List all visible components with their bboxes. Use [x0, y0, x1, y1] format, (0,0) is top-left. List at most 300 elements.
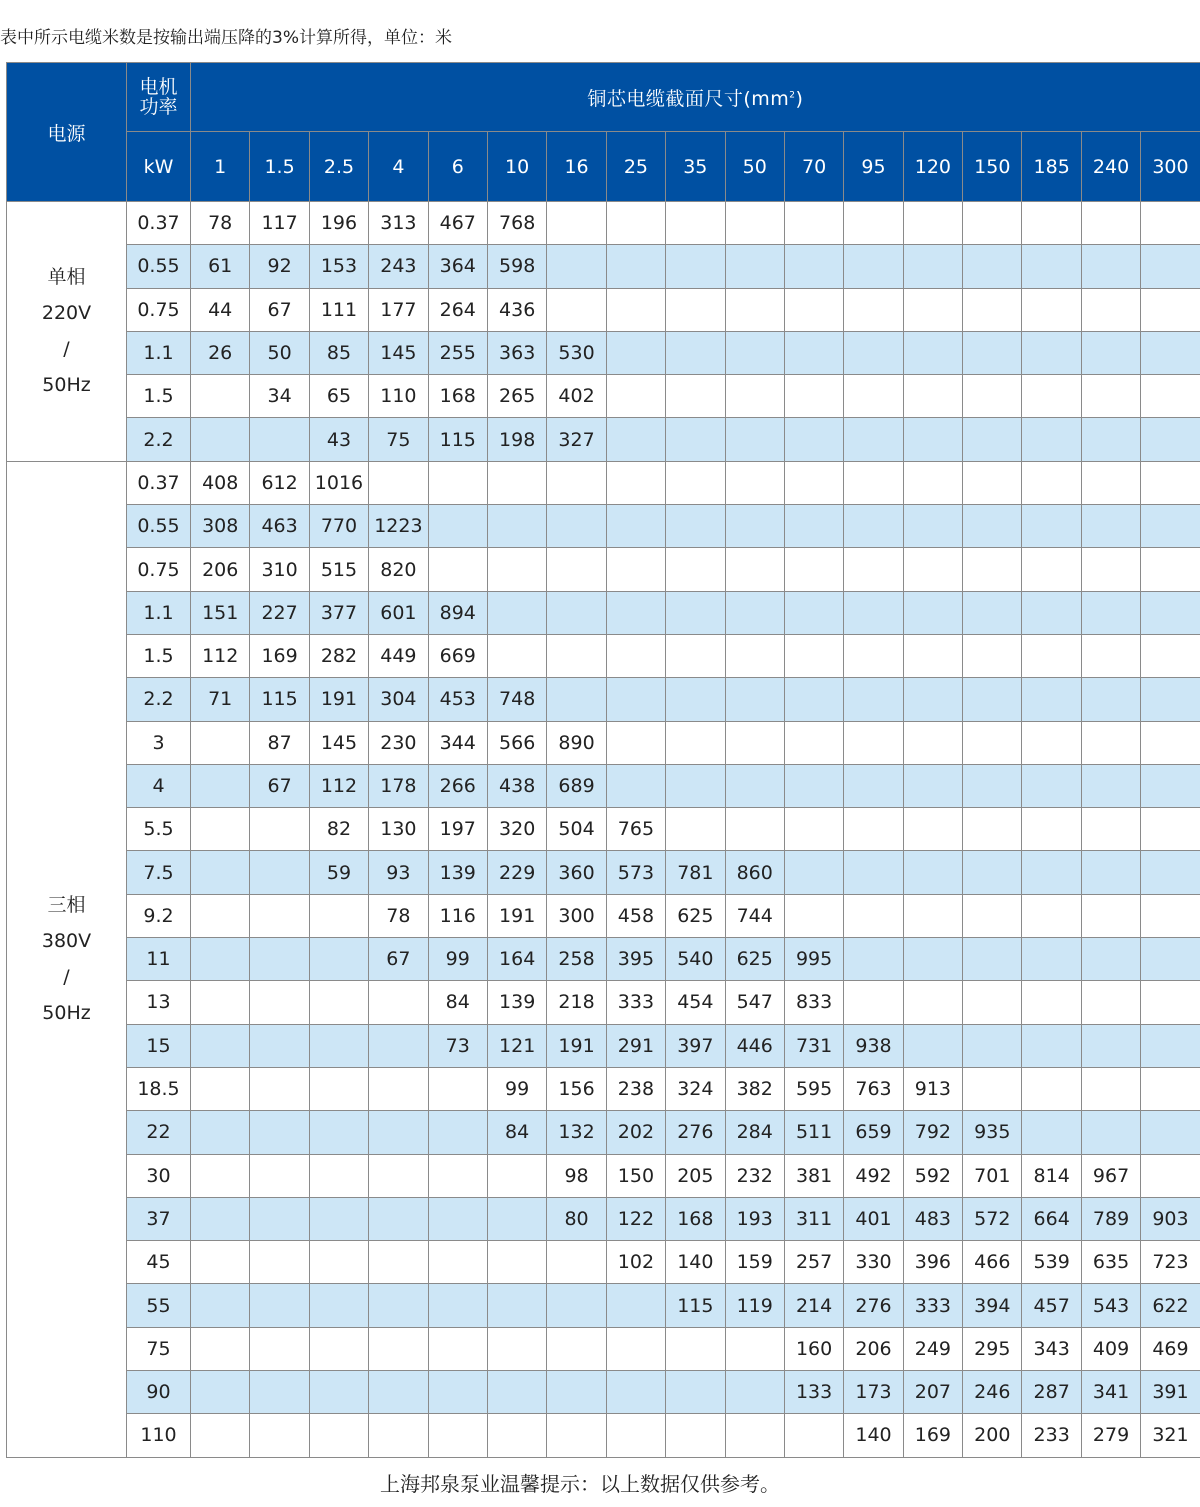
cable-length-cell: 394	[963, 1284, 1022, 1327]
cable-length-cell: 860	[725, 851, 784, 894]
cable-length-cell	[1141, 721, 1200, 764]
cable-length-cell: 333	[606, 981, 665, 1024]
cable-length-cell: 67	[369, 938, 428, 981]
cable-length-cell	[250, 1067, 309, 1110]
cable-length-cell: 218	[547, 981, 606, 1024]
table-row	[7, 981, 1200, 1024]
cable-length-cell: 246	[963, 1371, 1022, 1414]
motor-power-cell: 9.2	[127, 894, 191, 937]
cable-length-cell: 191	[487, 894, 546, 937]
cable-length-cell	[784, 202, 843, 245]
cable-length-cell: 731	[784, 1024, 843, 1067]
cable-length-cell: 382	[725, 1067, 784, 1110]
cable-length-cell	[963, 245, 1022, 288]
cable-length-cell: 112	[309, 764, 368, 807]
header-kw-unit: kW	[127, 132, 191, 202]
cable-length-cell	[309, 1154, 368, 1197]
table-row	[7, 1067, 1200, 1110]
cable-length-cell: 233	[1022, 1414, 1081, 1457]
cable-length-cell	[191, 1284, 250, 1327]
cable-length-cell	[725, 1414, 784, 1457]
cable-length-cell	[963, 375, 1022, 418]
table-row	[7, 1154, 1200, 1197]
cable-length-cell	[844, 808, 903, 851]
cable-length-cell: 395	[606, 938, 665, 981]
cable-length-cell: 102	[606, 1241, 665, 1284]
cable-length-cell	[487, 591, 546, 634]
cable-length-cell: 265	[487, 375, 546, 418]
table-row	[7, 245, 1200, 288]
motor-power-cell: 0.55	[127, 245, 191, 288]
cable-length-cell	[666, 721, 725, 764]
cable-length-cell: 360	[547, 851, 606, 894]
cable-length-cell	[1022, 418, 1081, 461]
header-motor-power-line1: 电机	[139, 76, 178, 98]
header-cable-size-text: 铜芯电缆截面尺寸(mm	[587, 87, 790, 110]
cable-length-cell	[487, 505, 546, 548]
cable-length-cell	[487, 1154, 546, 1197]
cable-length-cell: 397	[666, 1024, 725, 1067]
cable-length-cell: 701	[963, 1154, 1022, 1197]
motor-power-cell: 37	[127, 1197, 191, 1240]
cable-length-cell	[1022, 505, 1081, 548]
cable-length-cell	[1022, 375, 1081, 418]
cable-length-cell	[369, 1327, 428, 1370]
motor-power-cell: 11	[127, 938, 191, 981]
cable-length-cell: 115	[666, 1284, 725, 1327]
cable-length-cell: 343	[1022, 1327, 1081, 1370]
power-source-group	[7, 461, 127, 1457]
cable-length-cell	[725, 505, 784, 548]
cable-length-cell: 65	[309, 375, 368, 418]
cable-length-cell: 132	[547, 1111, 606, 1154]
header-size-cell: 70	[784, 132, 843, 202]
table-row	[7, 1284, 1200, 1327]
cable-length-cell	[606, 548, 665, 591]
cable-length-cell	[487, 1327, 546, 1370]
header-size-cell: 4	[369, 132, 428, 202]
cable-length-cell: 61	[191, 245, 250, 288]
cable-length-cell	[250, 1284, 309, 1327]
header-size-cell: 300	[1141, 132, 1200, 202]
cable-length-cell: 112	[191, 634, 250, 677]
cable-length-cell: 446	[725, 1024, 784, 1067]
cable-length-cell: 238	[606, 1067, 665, 1110]
cable-length-cell	[963, 418, 1022, 461]
cable-length-cell	[784, 764, 843, 807]
cable-length-cell	[250, 894, 309, 937]
cable-length-cell: 903	[1141, 1197, 1200, 1240]
cable-length-cell	[725, 1371, 784, 1414]
cable-length-cell	[250, 1111, 309, 1154]
table-row	[7, 678, 1200, 721]
cable-length-cell	[191, 721, 250, 764]
cable-length-cell	[1141, 808, 1200, 851]
cable-length-cell	[666, 1327, 725, 1370]
cable-length-cell	[369, 1067, 428, 1110]
cable-length-cell	[725, 202, 784, 245]
cable-length-cell	[1141, 548, 1200, 591]
cable-length-cell	[309, 1371, 368, 1414]
cable-length-cell: 139	[487, 981, 546, 1024]
header-size-cell: 1	[191, 132, 250, 202]
cable-length-cell	[428, 1067, 487, 1110]
cable-length-cell	[606, 721, 665, 764]
cable-length-cell	[1141, 851, 1200, 894]
cable-length-cell	[1022, 851, 1081, 894]
cable-length-cell: 333	[903, 1284, 962, 1327]
cable-length-cell: 168	[428, 375, 487, 418]
cable-length-cell	[428, 1371, 487, 1414]
cable-length-cell: 598	[487, 245, 546, 288]
cable-length-cell: 453	[428, 678, 487, 721]
cable-length-cell	[1141, 288, 1200, 331]
cable-length-cell	[606, 634, 665, 677]
cable-length-cell: 438	[487, 764, 546, 807]
cable-length-cell: 140	[666, 1241, 725, 1284]
cable-length-cell: 483	[903, 1197, 962, 1240]
power-source-label-line: 50Hz	[42, 374, 91, 397]
cable-length-cell: 401	[844, 1197, 903, 1240]
cable-length-cell: 99	[487, 1067, 546, 1110]
cable-length-cell	[369, 1241, 428, 1284]
cable-length-cell: 44	[191, 288, 250, 331]
cable-length-cell: 191	[547, 1024, 606, 1067]
cable-length-cell	[428, 1327, 487, 1370]
cable-length-cell: 763	[844, 1067, 903, 1110]
cable-length-cell	[369, 1024, 428, 1067]
cable-length-cell: 409	[1081, 1327, 1140, 1370]
table-caption: 表中所示电缆米数是按输出端压降的3%计算所得，单位：米	[0, 28, 452, 48]
cable-length-cell: 792	[903, 1111, 962, 1154]
cable-length-cell	[547, 634, 606, 677]
cable-length-cell: 595	[784, 1067, 843, 1110]
motor-power-cell: 75	[127, 1327, 191, 1370]
cable-length-cell: 73	[428, 1024, 487, 1067]
cable-length-cell	[191, 1154, 250, 1197]
cable-length-cell: 295	[963, 1327, 1022, 1370]
cable-length-cell	[1081, 851, 1140, 894]
cable-length-cell	[1081, 678, 1140, 721]
cable-length-cell	[547, 1284, 606, 1327]
cable-length-cell	[191, 1414, 250, 1457]
cable-length-cell	[903, 505, 962, 548]
cable-length-cell	[1141, 245, 1200, 288]
cable-length-cell: 145	[369, 331, 428, 374]
cable-length-cell	[725, 678, 784, 721]
header-size-cell: 50	[725, 132, 784, 202]
cable-length-cell: 50	[250, 331, 309, 374]
cable-length-cell: 1016	[309, 461, 368, 504]
cable-length-cell	[428, 505, 487, 548]
header-power-source: 电源	[7, 63, 127, 202]
cable-length-cell: 145	[309, 721, 368, 764]
table-row	[7, 894, 1200, 937]
header-motor-power	[127, 63, 191, 132]
cable-length-cell	[666, 548, 725, 591]
cable-length-cell	[903, 721, 962, 764]
cable-length-cell	[844, 938, 903, 981]
cable-length-cell	[487, 461, 546, 504]
cable-length-cell: 178	[369, 764, 428, 807]
cable-length-cell	[1081, 245, 1140, 288]
cable-length-cell	[844, 721, 903, 764]
cable-length-cell	[844, 894, 903, 937]
cable-length-cell	[1081, 375, 1140, 418]
cable-length-cell	[725, 461, 784, 504]
cable-length-cell	[309, 1111, 368, 1154]
cable-length-cell	[1022, 288, 1081, 331]
cable-length-cell	[903, 678, 962, 721]
cable-length-cell	[1081, 505, 1140, 548]
motor-power-cell: 45	[127, 1241, 191, 1284]
cable-length-cell	[250, 1414, 309, 1457]
cable-length-cell	[903, 1024, 962, 1067]
cable-length-cell: 913	[903, 1067, 962, 1110]
table-row	[7, 591, 1200, 634]
cable-length-cell	[309, 1241, 368, 1284]
cable-length-cell: 622	[1141, 1284, 1200, 1327]
cable-length-cell	[606, 288, 665, 331]
cable-length-cell	[1141, 202, 1200, 245]
table-row	[7, 461, 1200, 504]
motor-power-cell: 1.5	[127, 634, 191, 677]
cable-length-cell	[309, 1327, 368, 1370]
cable-length-cell	[903, 894, 962, 937]
cable-length-cell	[606, 1327, 665, 1370]
cable-length-cell	[725, 591, 784, 634]
cable-length-cell: 308	[191, 505, 250, 548]
cable-length-cell	[903, 418, 962, 461]
table-row	[7, 375, 1200, 418]
cable-length-cell	[309, 938, 368, 981]
cable-length-cell: 92	[250, 245, 309, 288]
cable-length-cell: 377	[309, 591, 368, 634]
cable-length-cell	[844, 678, 903, 721]
header-motor-power-line2: 功率	[139, 96, 178, 118]
cable-length-cell	[428, 1241, 487, 1284]
cable-length-cell	[191, 1241, 250, 1284]
cable-length-cell	[250, 981, 309, 1024]
cable-length-cell	[844, 331, 903, 374]
cable-length-cell: 344	[428, 721, 487, 764]
cable-length-cell: 133	[784, 1371, 843, 1414]
cable-length-cell	[250, 1154, 309, 1197]
power-source-label-line: /	[63, 338, 70, 361]
cable-length-cell: 26	[191, 331, 250, 374]
cable-length-cell: 592	[903, 1154, 962, 1197]
cable-length-cell	[844, 245, 903, 288]
cable-length-cell	[1022, 938, 1081, 981]
cable-length-cell	[606, 245, 665, 288]
cable-length-cell	[369, 1154, 428, 1197]
table-row	[7, 202, 1200, 245]
table-row	[7, 1371, 1200, 1414]
cable-length-cell: 492	[844, 1154, 903, 1197]
cable-length-cell: 151	[191, 591, 250, 634]
cable-length-cell	[428, 1197, 487, 1240]
cable-length-cell	[666, 808, 725, 851]
table-row	[7, 634, 1200, 677]
cable-length-cell: 935	[963, 1111, 1022, 1154]
cable-length-cell: 87	[250, 721, 309, 764]
cable-length-cell	[844, 461, 903, 504]
cable-length-cell	[309, 1067, 368, 1110]
cable-length-cell	[666, 505, 725, 548]
cable-length-cell: 967	[1081, 1154, 1140, 1197]
table-body	[7, 202, 1200, 1458]
cable-length-cell	[309, 981, 368, 1024]
cable-length-cell: 364	[428, 245, 487, 288]
header-size-cell: 95	[844, 132, 903, 202]
cable-length-cell	[1022, 808, 1081, 851]
cable-length-cell	[1081, 202, 1140, 245]
cable-length-cell: 196	[309, 202, 368, 245]
cable-length-cell: 159	[725, 1241, 784, 1284]
cable-length-cell	[1081, 591, 1140, 634]
cable-length-cell	[903, 245, 962, 288]
motor-power-cell: 0.37	[127, 461, 191, 504]
cable-length-cell	[1022, 461, 1081, 504]
cable-length-cell: 173	[844, 1371, 903, 1414]
cable-length-cell	[784, 548, 843, 591]
cable-length-cell	[191, 1024, 250, 1067]
cable-length-cell: 264	[428, 288, 487, 331]
table-row	[7, 938, 1200, 981]
cable-length-cell	[547, 1241, 606, 1284]
cable-length-cell	[1081, 938, 1140, 981]
table-row	[7, 548, 1200, 591]
cable-length-cell: 744	[725, 894, 784, 937]
cable-length-cell	[428, 1284, 487, 1327]
cable-length-cell: 454	[666, 981, 725, 1024]
header-size-cell: 120	[903, 132, 962, 202]
power-source-group	[7, 202, 127, 462]
cable-length-cell	[1141, 1111, 1200, 1154]
power-source-label-line: 380V	[41, 930, 92, 953]
cable-length-cell	[1141, 461, 1200, 504]
motor-power-cell: 2.2	[127, 678, 191, 721]
cable-length-cell	[963, 894, 1022, 937]
cable-length-cell	[250, 1371, 309, 1414]
cable-length-cell: 313	[369, 202, 428, 245]
table-row	[7, 505, 1200, 548]
cable-length-cell: 466	[963, 1241, 1022, 1284]
cable-length-cell: 463	[250, 505, 309, 548]
cable-length-cell	[784, 591, 843, 634]
cable-length-cell: 291	[606, 1024, 665, 1067]
cable-length-cell	[191, 981, 250, 1024]
cable-length-cell: 43	[309, 418, 368, 461]
cable-length-cell: 504	[547, 808, 606, 851]
cable-length-cell	[1022, 202, 1081, 245]
cable-length-cell	[666, 1414, 725, 1457]
cable-length-cell	[784, 331, 843, 374]
motor-power-cell: 0.37	[127, 202, 191, 245]
cable-length-cell	[844, 202, 903, 245]
cable-length-cell: 669	[428, 634, 487, 677]
cable-length-cell	[1081, 461, 1140, 504]
cable-length-cell	[487, 1197, 546, 1240]
cable-length-cell	[784, 461, 843, 504]
cable-length-cell	[1022, 245, 1081, 288]
cable-length-cell: 457	[1022, 1284, 1081, 1327]
cable-length-cell	[844, 418, 903, 461]
cable-length-cell	[487, 1241, 546, 1284]
cable-length-cell	[1022, 548, 1081, 591]
cable-length-cell	[903, 331, 962, 374]
cable-length-cell	[725, 721, 784, 764]
cable-length-cell	[547, 678, 606, 721]
cable-length-cell	[191, 1327, 250, 1370]
cable-length-cell	[963, 461, 1022, 504]
cable-length-cell	[1081, 418, 1140, 461]
cable-length-cell: 198	[487, 418, 546, 461]
cable-length-cell	[903, 981, 962, 1024]
cable-length-cell	[191, 808, 250, 851]
cable-length-cell	[784, 375, 843, 418]
cable-length-cell: 540	[666, 938, 725, 981]
cable-length-cell: 659	[844, 1111, 903, 1154]
cable-length-cell: 287	[1022, 1371, 1081, 1414]
header-size-cell: 150	[963, 132, 1022, 202]
cable-length-cell	[487, 1284, 546, 1327]
cable-length-cell: 689	[547, 764, 606, 807]
cable-length-cell: 84	[428, 981, 487, 1024]
cable-length-cell	[1022, 331, 1081, 374]
cable-length-cell	[428, 461, 487, 504]
cable-length-cell	[903, 938, 962, 981]
cable-length-cell: 938	[844, 1024, 903, 1067]
motor-power-cell: 55	[127, 1284, 191, 1327]
cable-length-cell	[1022, 981, 1081, 1024]
cable-length-cell: 177	[369, 288, 428, 331]
cable-length-cell	[1141, 375, 1200, 418]
cable-length-cell	[666, 288, 725, 331]
cable-length-cell: 894	[428, 591, 487, 634]
cable-length-cell	[309, 1414, 368, 1457]
header-size-cell: 16	[547, 132, 606, 202]
cable-length-cell	[428, 1414, 487, 1457]
cable-length-cell: 449	[369, 634, 428, 677]
cable-length-cell	[1081, 1024, 1140, 1067]
cable-length-cell	[606, 331, 665, 374]
cable-length-cell	[250, 1327, 309, 1370]
cable-length-cell: 80	[547, 1197, 606, 1240]
cable-length-cell	[547, 288, 606, 331]
cable-length-cell	[903, 808, 962, 851]
cable-length-cell	[963, 331, 1022, 374]
cable-length-cell: 266	[428, 764, 487, 807]
cable-length-cell	[1141, 591, 1200, 634]
cable-length-cell	[1081, 288, 1140, 331]
cable-length-cell	[1141, 331, 1200, 374]
cable-length-cell: 276	[844, 1284, 903, 1327]
motor-power-cell: 2.2	[127, 418, 191, 461]
cable-length-cell	[547, 202, 606, 245]
cable-length-cell	[250, 938, 309, 981]
cable-length-cell: 625	[666, 894, 725, 937]
cable-length-cell	[309, 894, 368, 937]
cable-length-cell	[606, 418, 665, 461]
cable-length-cell	[547, 548, 606, 591]
cable-length-cell	[666, 461, 725, 504]
cable-length-cell	[784, 678, 843, 721]
motor-power-cell: 0.75	[127, 548, 191, 591]
cable-length-cell: 515	[309, 548, 368, 591]
cable-length-cell: 191	[309, 678, 368, 721]
cable-length-cell: 257	[784, 1241, 843, 1284]
